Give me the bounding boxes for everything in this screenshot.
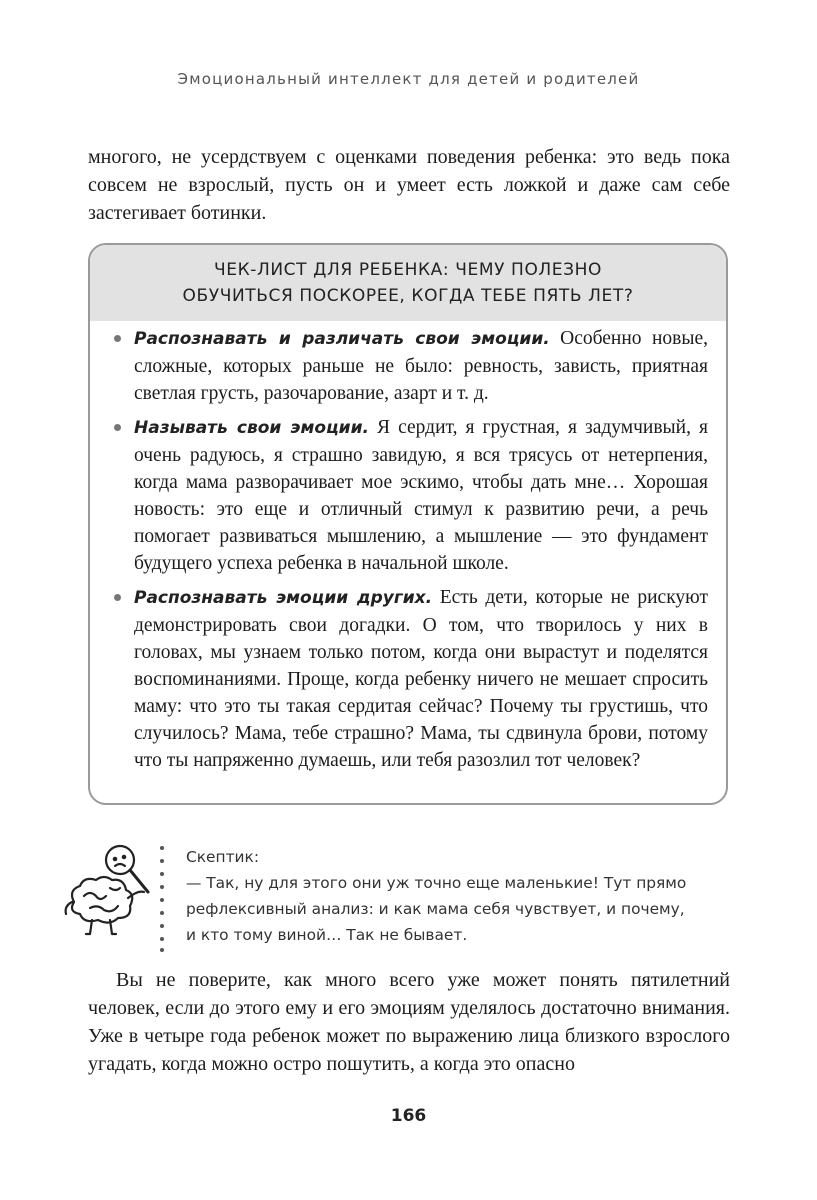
skeptic-line: рефлексивный анализ: и как мама себя чувствует, и почему, — [186, 900, 685, 918]
checklist-item-lead: Распознавать эмоции других. — [134, 588, 433, 608]
skeptic-speaker: Скептик: — [186, 848, 260, 866]
checklist-title — [90, 245, 726, 321]
checklist-item-text: Я сердит, я грустная, я задумчивый, я очень радуюсь, я страшно завидую, я вся трясусь от нетерпения, когда мама разворачивает мое эскимо, чтобы дать мне… Хорошая новость: это еще и отличный стимул к развитию речи, а речь помогает развиваться мышлению, а мышление — это фундамент будущего успеха ребенка в начальной школе. — [134, 417, 709, 574]
running-title: Эмоциональный интеллект для детей и родителей — [177, 70, 640, 88]
checklist-item-lead: Распознавать и различать свои эмоции. — [134, 329, 550, 349]
skeptic-line: — Так, ну для этого они уж точно еще маленькие! Тут прямо — [186, 874, 687, 892]
skeptic-sidebar — [60, 840, 740, 960]
checklist-title-line-2: ОБУЧИТЬСЯ ПОСКОРЕЕ, КОГДА ТЕБЕ ПЯТЬ ЛЕТ? — [182, 286, 634, 306]
closing-paragraph: Вы не поверите, как много всего уже может понять пятилетний человек, если до этого ему и его эмоциям уделялось достаточно внимания. Уже в четыре года ребенок может по выражению лица близкого взрослого угадать, когда можно остро пошутить, а когда это опасно — [88, 969, 730, 1075]
checklist-item-lead: Называть свои эмоции. — [134, 418, 369, 438]
skeptic-line: и кто тому виной… Так не бывает. — [186, 926, 468, 944]
checklist-items — [90, 321, 726, 774]
checklist-item — [114, 414, 708, 577]
bullet-icon — [114, 335, 121, 342]
checklist-item — [114, 584, 708, 774]
checklist-item — [114, 325, 708, 407]
checklist-box — [88, 243, 728, 805]
checklist-item-text: Есть дети, которые не рискуют демонстрировать свои догадки. О том, что творилось у них в головах, мы узнаем только потом, когда они вырастут и поделятся воспоминаниями. Проще, когда ребенку ничего не мешает спросить маму: что это ты такая сердитая сейчас? Почему ты грустишь, что случилось? Мама, тебе страшно? Мама, ты сдвинула брови, потому что ты напряженно думаешь, или тебя разозлил тот человек? — [134, 587, 708, 771]
skeptic-text — [186, 844, 730, 948]
checklist-title-line-1: ЧЕК-ЛИСТ ДЛЯ РЕБЕНКА: ЧЕМУ ПОЛЕЗНО — [213, 260, 603, 280]
checklist-item-text: Особенно новые, сложные, которых раньше не было: ревность, зависть, приятная светлая грусть, разочарование, азарт и т. д. — [134, 328, 708, 404]
brain-magnifier-icon — [60, 840, 160, 940]
intro-paragraph: многого, не усердствуем с оценками поведения ребенка: это ведь пока совсем не взрослый, пусть он и умеет есть ложкой и даже сам себе застегивает ботинки. — [88, 146, 730, 224]
dotted-divider — [158, 844, 166, 954]
bullet-icon — [114, 424, 121, 431]
page-number: 166 — [390, 1106, 427, 1126]
bullet-icon — [114, 594, 121, 601]
